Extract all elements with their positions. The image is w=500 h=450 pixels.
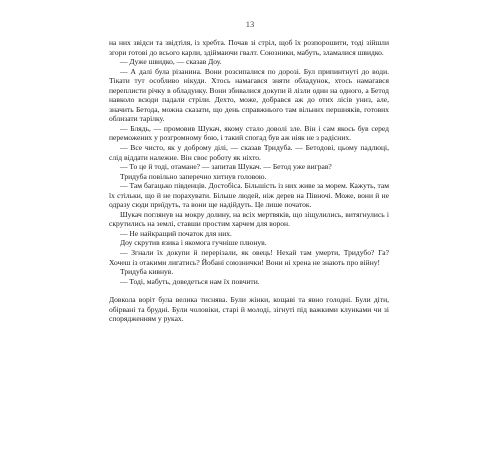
- paragraph: Доу скрутив язика і якомога гучніше плюнув.: [120, 238, 267, 248]
- paragraph-list: [109, 38, 389, 286]
- paragraph: — То це й тоді, отамане? — запитав Шукач. — Бетод уже виграв?: [120, 162, 332, 172]
- paragraph: — Дуже швидко, — сказав Доу.: [120, 57, 222, 67]
- paragraph: — Все чисто, як у доброму ділі, — сказав Тридуба. — Бетодові, цьому падлюці, слід віддати належне. Він своє роботу як ніхто.: [109, 143, 389, 162]
- paragraph: Тридуба кивнув.: [120, 267, 174, 277]
- section-break: [109, 286, 389, 295]
- paragraph: — Там багацько південців. Достобіса. Більшість із них живе за морем. Кажуть, там їх стільки, що й не порахувати. Більше людей, ніж дерев на Півночі. Може, вони й не одразу сюди приїдуть, та вони ще надійдуть. Це лише початок.: [109, 181, 389, 210]
- closing-paragraph: Довкола воріт була велика тиснява. Були жінки, кощаві та явно голодні. Були діти, обірвані та брудні. Були чоловіки, старі й молоді, зігнуті під важкими клунками чи зі спорядженням у руках.: [109, 295, 389, 324]
- paragraph: Шукач поглянув на мокру долину, на всіх мертвяків, що зіщулились, витягнулись і скрутились на землі, ставши простим харчем для ворон.: [109, 209, 389, 229]
- paragraph: — А далі була різанина. Вони розсипалися по дорозі. Бул припинтнуті до води. Тікати тут особливо нікуди. Хтось намагався зняти обладунок, хтось намагався переплисти річку в обладунку. Вони збивалися докупи й лізли один на одного, а Бетод навколо всюди падали стріли. Дехто, може, добрався аж до отих лісів униз, але, значить Бетода, можна сказати, що день справжнього там вільних першняків, готових облизати тарілку.: [109, 66, 389, 124]
- paragraph: — Згнали їх докупи й перерізали, як овець! Нехай там умерти, Тридубо? Га? Хочеш із отакими лигатись? Йобані союзнички! Вони ні хрена не знають про війну!: [109, 248, 389, 267]
- paragraph: — Не найкращий початок для них.: [120, 228, 232, 238]
- paragraph: — Тоді, мабуть, доведеться нам їх повчити.: [120, 276, 260, 286]
- paragraph: на них звідси та звідтіля, із хребта. Почав зі стріл, щоб їх розпорошити, тоді зійшли згори готові до всього карли, здіймаючи гвалт. Союзники, мабуть, зламалися швидко.: [109, 38, 389, 57]
- page-number: 13: [245, 19, 255, 29]
- text-body: [109, 38, 389, 324]
- paragraph: Тридуба повільно заперечно хитнув головою.: [120, 171, 267, 181]
- paragraph: — Блядь, — промовив Шукач, якому стало доволі зле. Він і сам якось був серед переможених у розгромному бою, і такий спогад був аж ніяк не з радісних.: [109, 123, 389, 143]
